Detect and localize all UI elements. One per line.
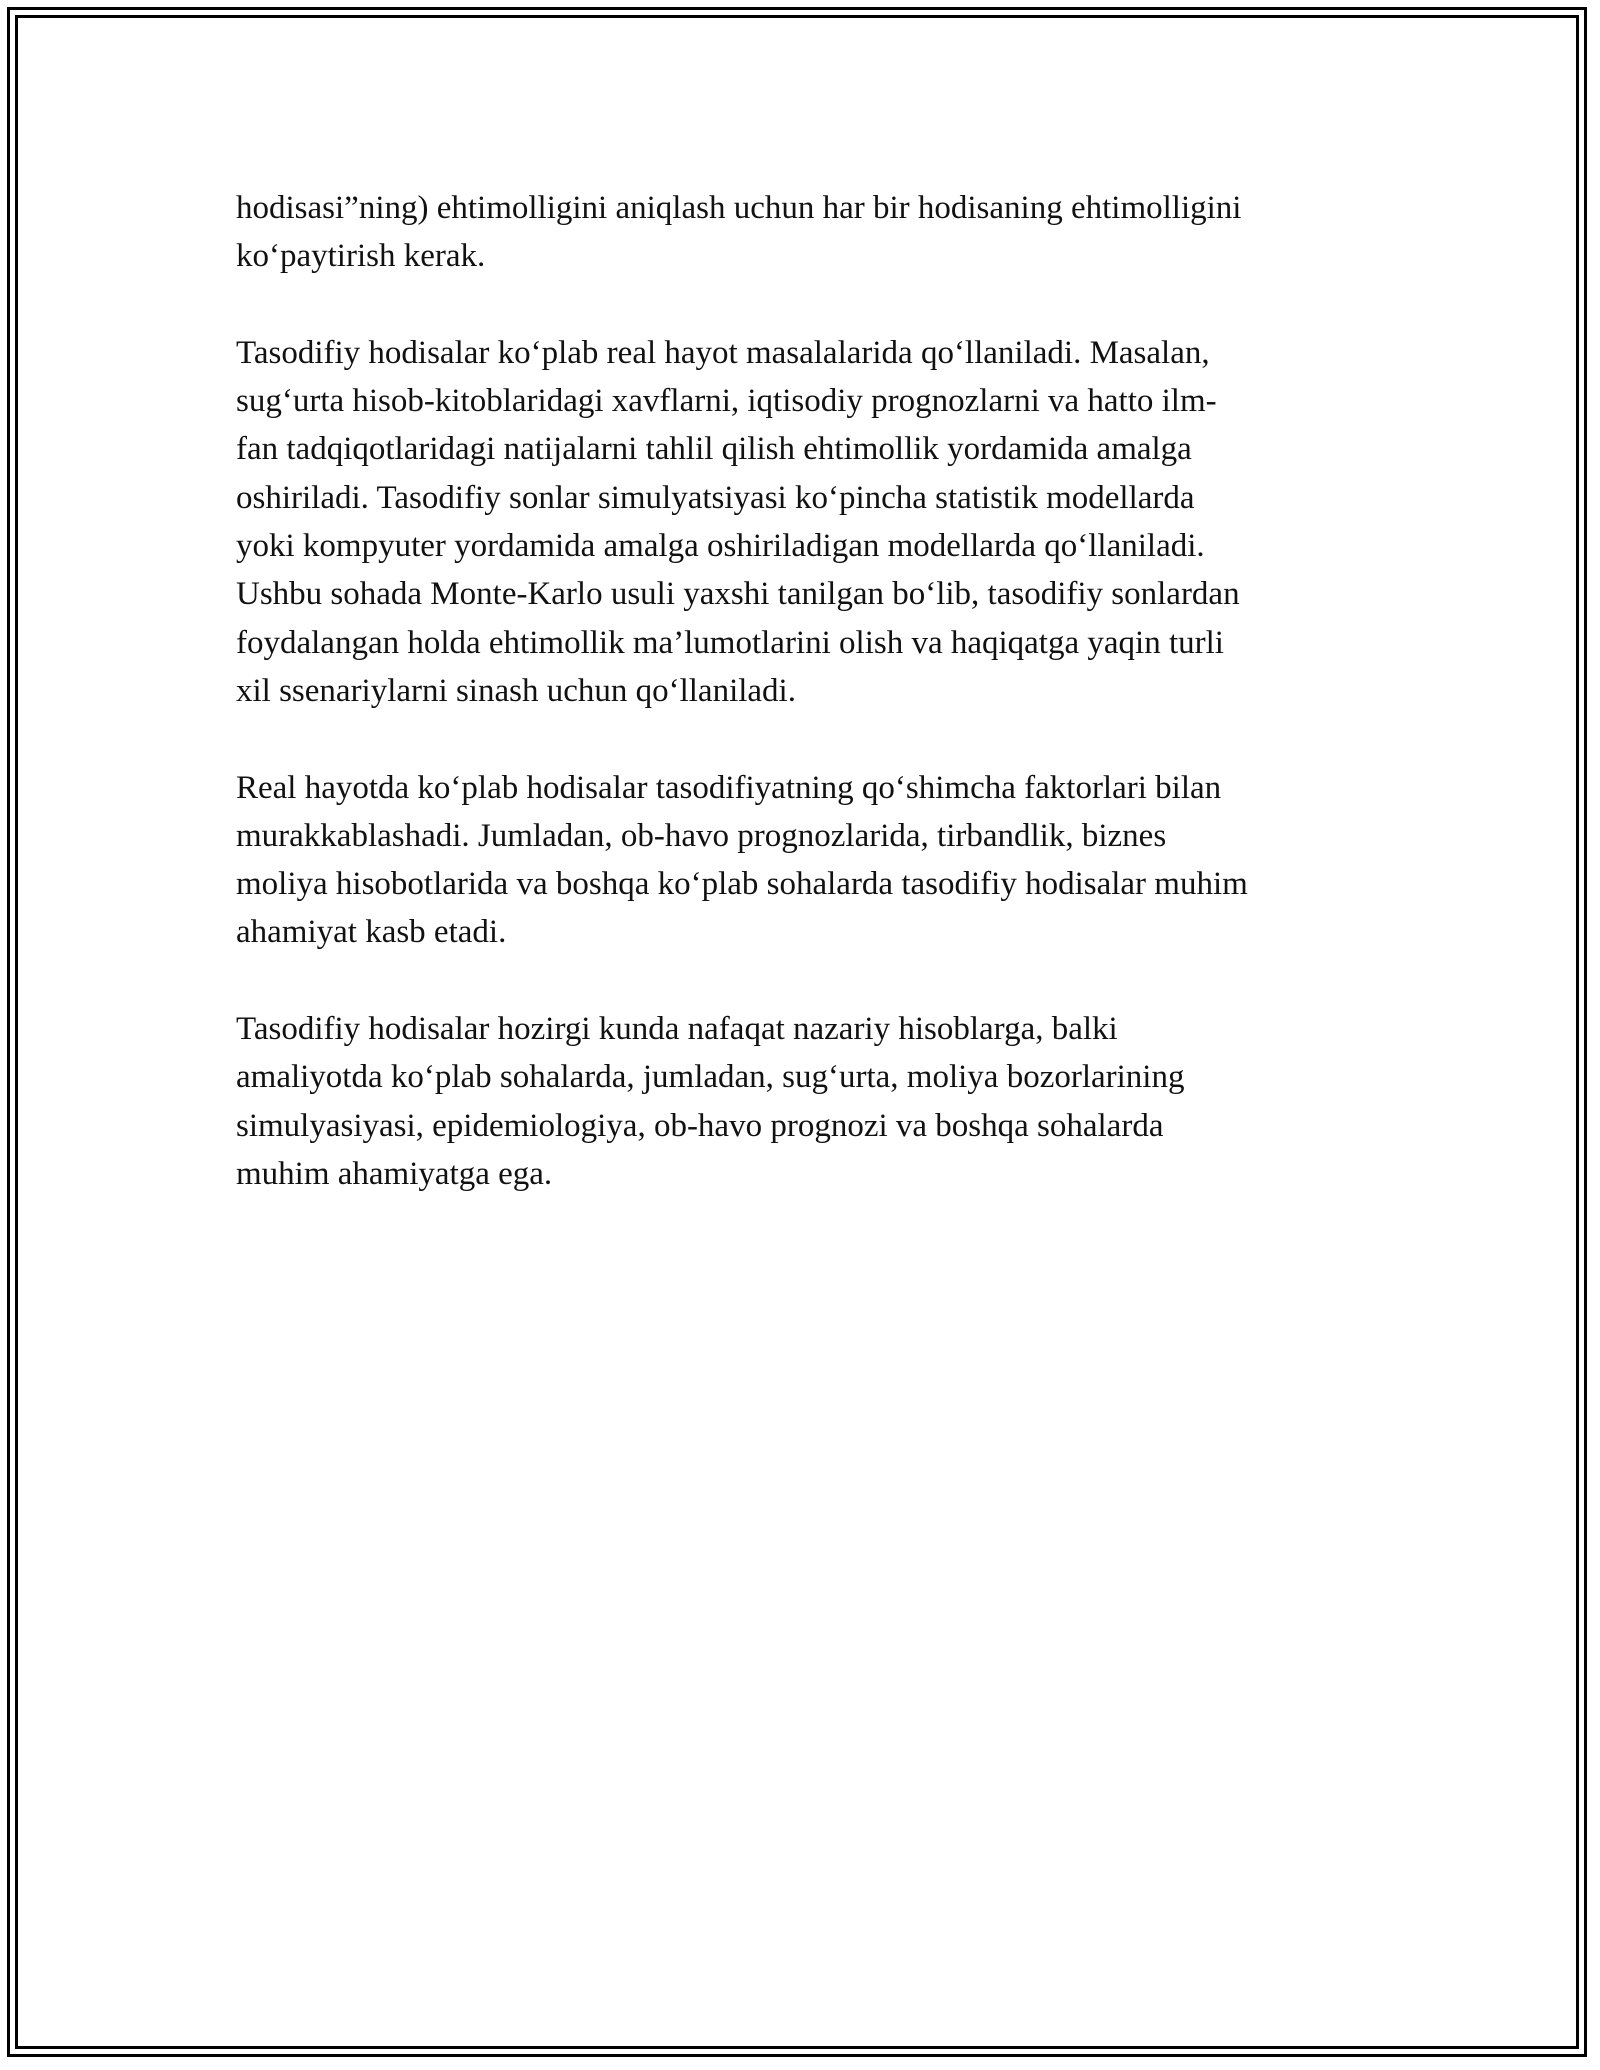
paragraph-3: Real hayotda ko‘plab hodisalar tasodifiyatning qo‘shimcha faktorlari bilan murakkablashadi. Jumladan, ob-havo prognozlarida, tirbandlik, biznes moliya hisobotlarida va boshqa ko‘plab sohalarda tasodifiy hodisalar muhim ahamiyat kasb etadi. xyxy=(236,769,1248,951)
paragraph-1: hodisasi”ning) ehtimolligini aniqlash uchun har bir hodisaning ehtimolligini ko‘paytirish kerak. xyxy=(236,190,1242,275)
paragraph-4: Tasodifiy hodisalar hozirgi kunda nafaqat nazariy hisoblarga, balki amaliyotda ko‘plab sohalarda, jumladan, sug‘urta, moliya bozorlarining simulyasiyasi, epidemiologiya, ob-havo prognozi va boshqa sohalarda muhim ahamiyatga ega. xyxy=(236,1011,1185,1192)
document-body xyxy=(236,184,1376,1247)
paragraph-2: Tasodifiy hodisalar ko‘plab real hayot masalalarida qo‘llaniladi. Masalan, sug‘urta hisob-kitoblaridagi xavflarni, iqtisodiy prognozlarni va hatto ilm- fan tadqiqotlaridagi natijalarni tahlil qilish ehtimollik yordamida amalga oshiriladi. Tasodifiy sonlar simulyatsiyasi ko‘pincha statistik modellarda yoki kompyuter yordamida amalga oshiriladigan modellarda qo‘llaniladi. Ushbu sohada Monte-Karlo usuli yaxshi tanilgan bo‘lib, tasodifiy sonlardan foydalangan holda ehtimollik ma’lumotlarini olish va haqiqatga yaqin turli xil ssenariylarni sinash uchun qo‘llaniladi. xyxy=(236,334,1240,709)
